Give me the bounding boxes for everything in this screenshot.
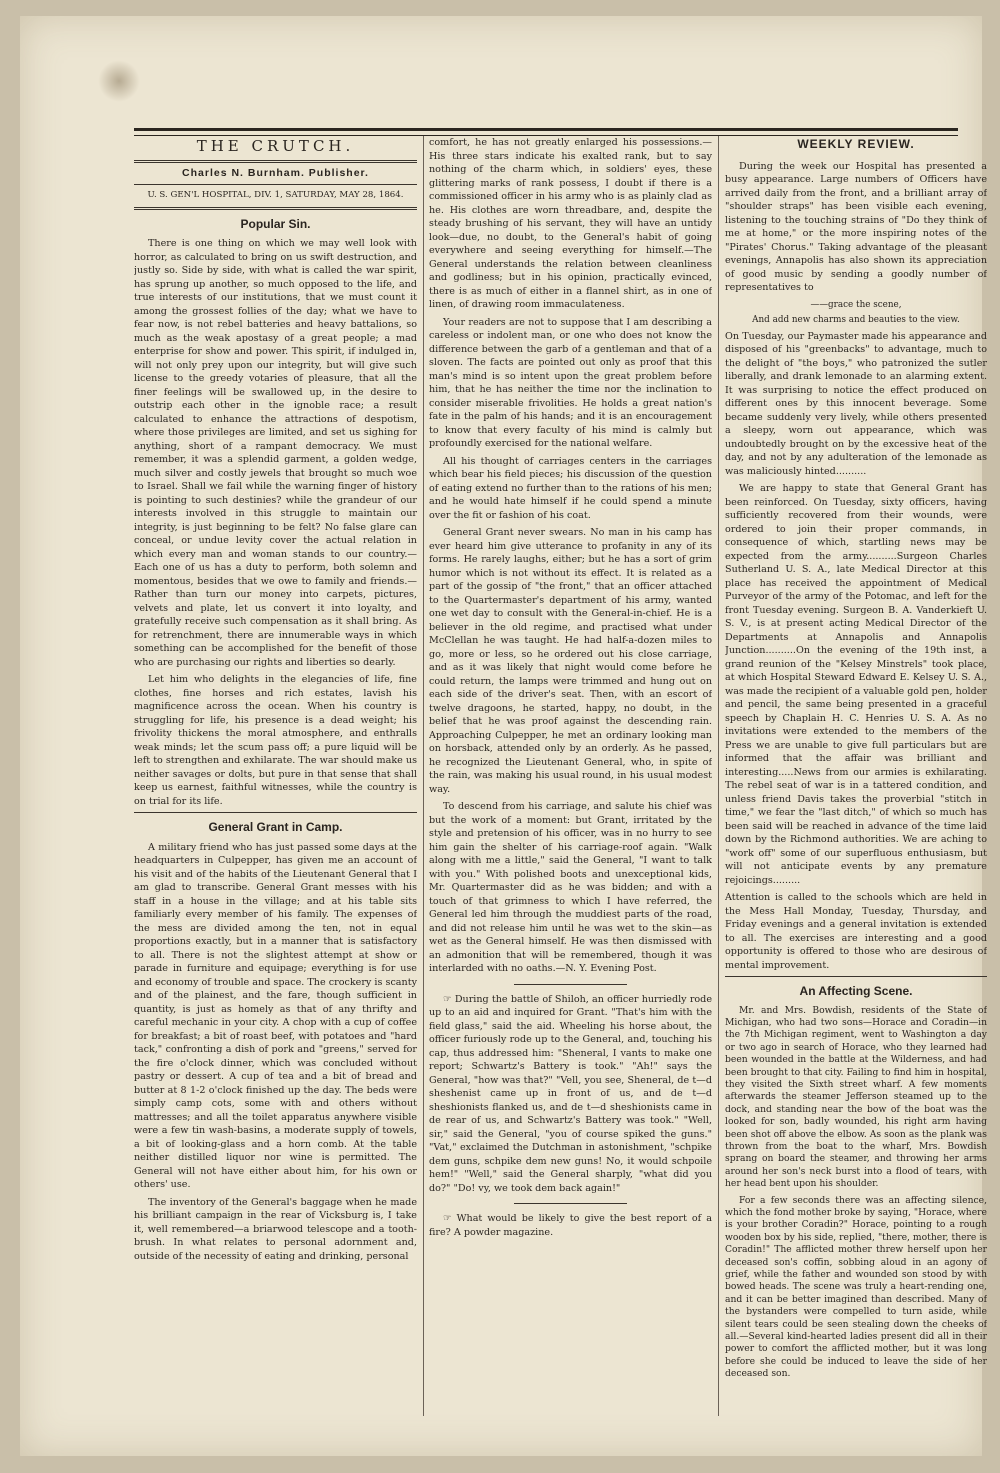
article-title: An Affecting Scene. [799,984,913,998]
verse-line: ——grace the scene, [810,299,902,310]
column-1 [134,136,417,1416]
article-title: General Grant in Camp. [208,820,343,834]
verse-line: And add new charms and beauties to the view. [752,315,960,325]
paragraph: To descend from his carriage, and salute his chief was but the work of a moment: but Grant, irritated by the style and pretension of his officer, was in no hurry to see him gain the shelter of his carriage-roof again. "Walk along with me a little," said the General, "I want to talk with you." With polished boots and unexceptional kids, Mr. Quartermaster did as he was bidden; and with a touch of that grimness to which I have referred, the General led him through the muddiest parts of the road, and did not release him until he was wet to the skin—as wet as the General himself. He was then dismissed with an admonition that will be remembered, though it was interlarded with no oaths.—N. Y. Evening Post. [429,801,712,974]
paragraph: During the week our Hospital has presented a busy appearance. Large numbers of Officers have arrived daily from the front, and a brilliant array of "shoulder straps" has been visible each evening, listening to the touching strains of "Do they think of me at home," or the more inspiring notes of the "Pirates' Chorus." Taking advantage of the pleasant evenings, Annapolis has also shown its appreciation of good music by sending a goodly number of representatives to [725,160,987,293]
publisher-line: Charles N. Burnham. Publisher. [182,166,369,179]
paragraph: The inventory of the General's baggage when he made his brilliant campaign in the rear of Vicksburg is, I take it, well remembered—a briarwood telescope and a tooth-brush. In what relates to personal adornment and, outside of the necessity of eating and drinking, personal [134,1196,417,1262]
top-rule [134,128,958,136]
divider [514,1203,627,1204]
column-2 [429,136,712,1416]
divider [134,812,417,813]
article-title: Popular Sin. [240,216,311,231]
divider [725,976,987,977]
anecdote: ☞ During the battle of Shiloh, an officer hurriedly rode up to an aid and inquired for Grant. "That's him with the field glass," said the aid. Wheeling his horse about, the officer furiously rode up to the General, and, touching his cap, thus addressed him: "Sheneral, I vants to make one report; Schwartz's Battery is took." "Ah!" says the General, "how was that?" "Vell, you see, Sheneral, de t—d sheshenist came up in front of us, and de t—d sheshionists flanked us, and de t—d sheshionists came in de rear of us, and Schwartz's Battery was took." "Well, sir," said the General, "you of course spiked the guns." "Vat," exclaimed the Dutchman in astonishment, "schpike dem guns, schpike dem new guns! No, it would schpoile hem!" "Well," said the General sharply, "what did you do?" "Do! vy, we took dem back again!" [429,993,712,1194]
paragraph: There is one thing on which we may well look with horror, as calculated to bring on us swift destruction, and justly so. Side by side, with what is called the war spirit, has sprung up another, so much opposed to the life, and true interests of our institutions, that we must count it among the grossest follies of the day; what we have to fear now, is not rebel batteries and heavy battalions, so much as the weak apostasy of a great people; a mad enterprise for show and power. This spirit, if indulged in, will not only prey upon our integrity, but will give such license to the greedy votaries of pleasure, that all the finer feelings will be swallowed up, in the desire to outstrip each other in the ignoble race; a result calculated to enhance the attractions of despotism, where those privileges are limited, and set us sighing for anything, short of a rampant democracy. We must remember, it was a splendid garment, a golden wedge, much silver and costly jewels that brought so much woe to Israel. Shall we fail while the warning finger of history is pointing to such destinies? while the grandeur of our interests involved in this struggle to maintain our integrity, is just beginning to be felt? No false glare can conceal, or undue levity cover the actual relation in which every man and woman stands to our country.—Each one of us has a duty to perform, both solemn and momentous, besides that we owe to family and friends.—Rather than turn our money into carpets, pictures, velvets and plate, let us convert it into loyalty, and gratefully receive such compensation as it shall bring. As for retrenchment, there are innumerable ways in which something can be accomplished for the benefit of those who are purchasing our rights and liberties so dearly. [134,238,417,668]
divider [514,984,627,985]
paragraph: Mr. and Mrs. Bowdish, residents of the State of Michigan, who had two sons—Horace and Coradin—in the 7th Michigan regiment, went to Washington a day or two ago in search of Horace, who they learned had been wounded in the battle at the Wilderness, and had been brought to that city. Failing to find him in hospital, they visited the Sixth street wharf. A few moments afterwards the steamer Jefferson steamed up to the dock, and standing near the bow of the boat was the looked for son, badly wounded, his right arm having been shot off above the elbow. As soon as the plank was thrown from the boat to the wharf, Mrs. Bowdish sprang on board the steamer, and throwing her arms around her son's neck burst into a flood of tears, with her head bent upon his shoulder. [725,1004,987,1190]
paragraph: Let him who delights in the elegancies of life, fine clothes, fine horses and rich estates, lavish his magnificence across the ocean. When his country is struggling for life, his presence is a dead weight; his frivolity thickens the moral atmosphere, and enthralls weak minds; let the scum pass off; a pure liquid will be left to strengthen and exhilarate. The war should make us neither savages or dolts, but pure in that sense that shall keep us earnest, faithful witnesses, while the country is on trial for its life. [134,674,417,807]
paragraph: For a few seconds there was an affecting silence, which the fond mother broke by saying, "Horace, where is your brother Coradin?" Horace, pointing to a rough wooden box by his side, replied, "there, mother, there is Coradin!" The afflicted mother threw herself upon her deceased son's coffin, sobbing aloud in an agony of grief, while the father and wounded son stood by with bowed heads. The scene was truly a heart-rending one, and it can be better imagined than described. Many of the bystanders were compelled to turn aside, while silent tears could be seen stealing down the cheeks of all.—Several kind-hearted ladies present did all in their power to comfort the afflicted mother, but it was long before she could be induced to leave the side of her deceased son. [725,1194,987,1380]
paragraph: Your readers are not to suppose that I am describing a careless or indolent man, or one who does not know the difference between the garb of a gentleman and that of a sloven. The facts are pointed out only as proof that this man's mind is so intent upon the great problem before him, that he has neither the time nor the inclination to consider miserable frivolities. He holds a great nation's fate in the palm of his hands; and it is an encouragement to know that every faculty of his mind is calmly but profoundly exercised for the national welfare. [429,316,712,449]
paragraph: All his thought of carriages centers in the carriages which bear his field pieces; his discussion of the question of eating extend no further than to the rations of his men; and he would hate himself if he could spend a minute over the fit or fashion of his coat. [429,455,712,521]
paragraph: General Grant never swears. No man in his camp has ever heard him give utterance to profanity in any of its forms. He rarely laughs, either; but he has a sort of grim humor which is not without its effect. It is related as a part of the gossip of "the front," that an officer attached to the Quartermaster's department of his army, wanted one wet day to consult with the General-in-chief. He is a believer in the old regime, and practised what under McClellan he was taught. He had half-a-dozen miles to go, more or less, so he ordered out his close carriage, and as it was likely that night would come before he could return, the lamps were trimmed and hung out on each side of the driver's seat. Then, with an escort of twelve dragoons, he started, happy, no doubt, in the belief that he was proof against the descending rain. Approaching Culpepper, he met an ordinary looking man on horsback, attended only by an orderly. As he passed, he recognized the Lieutenant General, who, in spite of the rain, was making his usual round, in his usual modest way. [429,527,712,795]
article-body [725,1005,987,1381]
masthead: THE CRUTCH. [196,137,355,155]
column-rule [718,136,719,1416]
paragraph: On Tuesday, our Paymaster made his appearance and disposed of his "greenbacks" to advantage, much to the delight of "the boys," who patronized the sutler liberally, and drank lemonade to an alarming extent. It was surprising to notice the effect produced on different ones by this innocent beverage. Some became suddenly very lively, while others presented a sleepy, worn out appearance, which was undoubtedly brought on by the excessive heat of the day, and not by any adulteration of the lemonade as was maliciously hinted.......... [725,330,987,477]
paragraph: A military friend who has just passed some days at the headquarters in Culpepper, has given me an account of his visit and of the habits of the Lieutenant General that I am glad to transcribe. General Grant messes with his staff in a house in the village; and at his table sits familiarly every member of his family. The expenses of the mess are divided among the ten, not in equal proportions exactly, but in a manner that is satisfactory to all. There is not the slightest attempt at show or parade in furniture and equipage; everything is for use and economy of trouble and space. The crockery is scanty and of the plainest, and the fare, though sufficient in quantity, is just as homely as that of any thrifty and careful mechanic in your city. A chop with a cup of coffee for breakfast; a bit of roast beef, with potatoes and "hard tack," confronting a dish of pork and "greens," served for the fire o'clock dinner, which was concluded without pastry or dessert. A cup of tea and a bit of bread and butter at 8 1-2 o'clock finished up the day. The beds were simply camp cots, some with and others without mattresses; and all the toilet apparatus anywhere visible were a few tin wash-basins, a moderate supply of towels, a bit of looking-glass and a horn comb. At the table neither distilled liquor nor wine is permitted. The General will not have either about him, for his own or others' use. [134,841,417,1190]
divider [134,160,417,163]
section-title: WEEKLY REVIEW. [797,137,915,151]
newspaper-page [20,16,987,1456]
column-3 [725,136,987,1416]
divider [134,207,417,210]
anecdote: ☞ What would be likely to give the best report of a fire? A powder magazine. [429,1213,712,1238]
paragraph: Attention is called to the schools which are held in the Mess Hall Monday, Tuesday, Thursday, and Friday evenings and a general invitation is extended to all. The exercises are interesting and a good opportunity is offered to those who are desirous of mental improvement. [725,892,987,971]
paper-stain [98,60,140,102]
paragraph: comfort, he has not greatly enlarged his possessions.—His three stars indicate his exalted rank, but to say nothing of the charm which, in soldiers' eyes, these glittering marks of rank possess, I doubt if there is a commissioned officer in his army who is as plainly clad as he. His clothes are worn threadbare, and, despite the steady brushing of his servant, they will have an untidy look—due, no doubt, to the General's habit of going everywhere and seeing everything for himself.—The General understands the relation between cleanliness and godliness; but in his opinion, practically evinced, there is as much of either in a flannel shirt, as in one of linen, of drawing room immaculateness. [429,137,712,310]
dateline: U. S. GEN'L HOSPITAL, DIV. 1, SATURDAY, MAY 28, 1864. [147,190,404,200]
paragraph: We are happy to state that General Grant has been reinforced. On Tuesday, sixty officers, having sufficiently recovered from their wounds, were ordered to join their proper commands, in consequence of which, startling news may be expected from the army..........Surgeon Charles Sutherland U. S. A., late Medical Director at this place has received the appointment of Medical Purveyor of the army of the Potomac, and left for the front Tuesday evening. Surgeon B. A. Vanderkieft U. S. V., is at present acting Medical Director of the Departments at Annapolis and Annapolis Junction..........On the evening of the 19th inst, a grand reunion of the "Kelsey Minstrels" took place, at which Hospital Steward Edward E. Kelsey U. S. A., was made the recipient of a valuable gold pen, holder and pencil, the same being presented in a graceful speech by Chaplain H. C. Henries U. S. A. As no invitations were extended to the members of the Press we are unable to give full particulars but are informed that the affair was brilliant and interesting.....News from our armies is exhilarating. The rebel seat of war is in a tattered condition, and unless friend Davis takes the proverbial "stitch in time," we fear the "last ditch," of which so much has been said will be reached in advance of the time laid down by the Richmond authorities. We are aching to "work off" some of our superfluous enthusiasm, but will not anticipate events by any premature rejoicings......... [725,483,987,886]
column-rule [423,136,424,1416]
divider [134,184,417,185]
